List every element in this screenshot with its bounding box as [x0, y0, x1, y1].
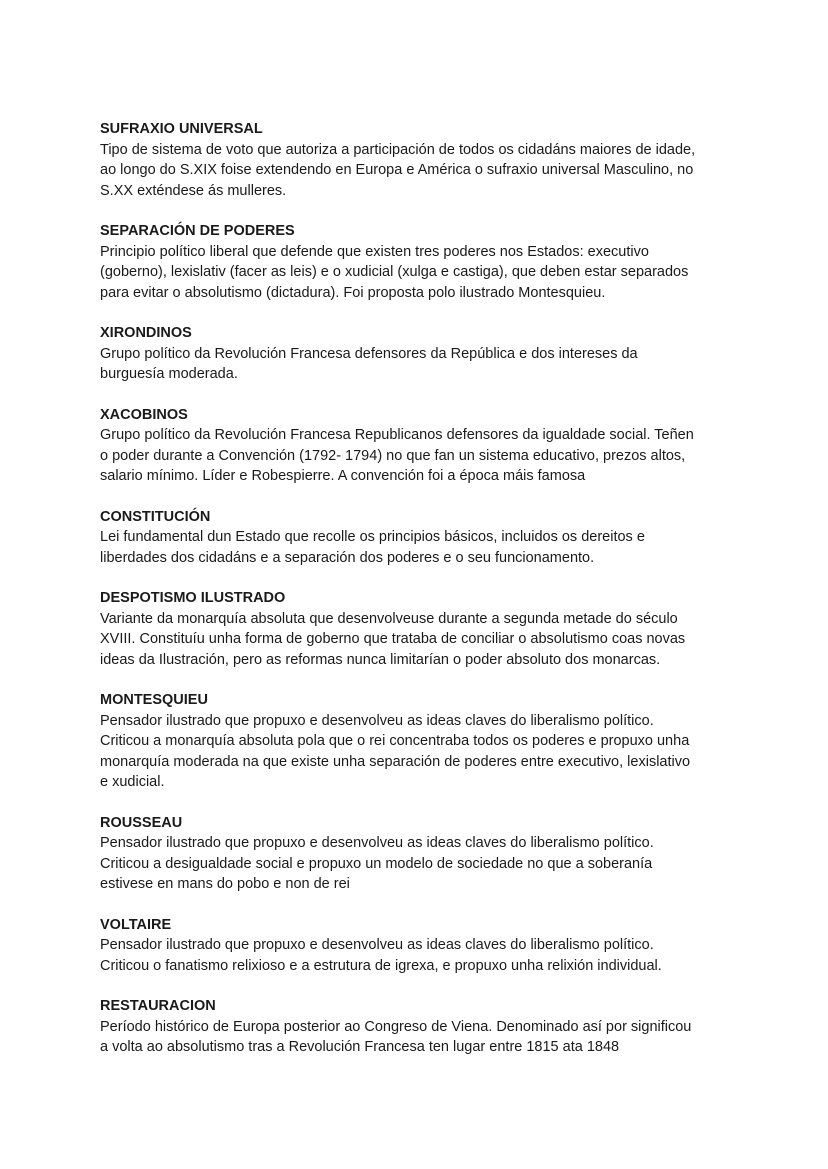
glossary-entry-xacobinos — [100, 405, 740, 487]
glossary-list — [100, 119, 740, 1078]
entry-term: ROUSSEAU — [100, 814, 183, 831]
entry-term: CONSTITUCIÓN — [100, 508, 211, 525]
glossary-entry-constitucion — [100, 507, 740, 569]
glossary-entry-voltaire — [100, 915, 740, 977]
entry-definition: Grupo político da Revolución Francesa defensores da República e dos intereses da burguesía moderada. — [100, 345, 638, 382]
entry-term: XIRONDINOS — [100, 325, 192, 341]
entry-term: VOLTAIRE — [100, 916, 172, 933]
glossary-entry-separacion-de-poderes — [100, 221, 740, 303]
glossary-entry-restauracion — [100, 996, 740, 1058]
entry-term: SUFRAXIO UNIVERSAL — [100, 121, 263, 137]
entry-term: RESTAURACION — [100, 998, 216, 1014]
entry-definition: Variante da monarquía absoluta que desenvolveuse durante a segunda metade do século XVIII. Constituíu unha forma de goberno que trataba de conciliar o absolutismo coas novas ideas da Ilustración, pero as reformas nunca limitarían o poder absoluto dos monarcas. — [100, 610, 686, 668]
entry-definition: Principio político liberal que defende que existen tres poderes nos Estados: executivo (goberno), lexislativ (facer as leis) e o xudicial (xulga e castiga), que deben estar separados para evitar o absolutismo (dictadura). Foi proposta polo ilustrado Montesquieu. — [100, 243, 689, 301]
entry-term: MONTESQUIEU — [100, 692, 208, 708]
entry-term: SEPARACIÓN DE PODERES — [100, 223, 295, 239]
entry-definition: Tipo de sistema de voto que autoriza a participación de todos os cidadáns maiores de idade, ao longo do S.XIX foise extendendo en Europa e América o sufraxio universal Masculino, no S.XX exténdese ás mulleres. — [100, 141, 696, 199]
entry-definition: Pensador ilustrado que propuxo e desenvolveu as ideas claves do liberalismo político. Criticou a desigualdade social e propuxo un modelo de sociedade no que a soberanía estivese en mans do pobo e non de rei — [100, 835, 654, 892]
glossary-entry-despotismo-ilustrado — [100, 588, 740, 670]
entry-definition: Pensador ilustrado que propuxo e desenvolveu as ideas claves do liberalismo político. Criticou o fanatismo relixioso e a estrutura de igrexa, e propuxo unha relixión individual. — [100, 937, 662, 974]
entry-definition: Grupo político da Revolución Francesa Republicanos defensores da igualdade social. Teñen o poder durante a Convención (1792- 1794) no que fan un sistema educativo, prezos altos, salario mínimo. Líder e Robespierre. A convención foi a época máis famosa — [100, 427, 694, 484]
entry-term: XACOBINOS — [100, 406, 188, 423]
entry-definition: Período histórico de Europa posterior ao Congreso de Viena. Denominado así por significou a volta ao absolutismo tras a Revolución Francesa ten lugar entre 1815 ata 1848 — [100, 1018, 692, 1055]
entry-definition: Lei fundamental dun Estado que recolle os principios básicos, incluidos os dereitos e liberdades dos cidadáns e a separación dos poderes e o seu funcionamento. — [100, 529, 645, 566]
entry-term: DESPOTISMO ILUSTRADO — [100, 590, 286, 606]
glossary-entry-sufraxio-universal — [100, 119, 740, 201]
entry-definition: Pensador ilustrado que propuxo e desenvolveu as ideas claves do liberalismo político. Criticou a monarquía absoluta pola que o rei concentraba todos os poderes e propuxo unha monarquía moderada na que existe unha separación de poderes entre executivo, lexislativo e xudicial. — [100, 712, 691, 790]
glossary-entry-rousseau — [100, 813, 740, 895]
glossary-entry-montesquieu — [100, 690, 740, 793]
glossary-entry-xirondinos — [100, 323, 740, 385]
